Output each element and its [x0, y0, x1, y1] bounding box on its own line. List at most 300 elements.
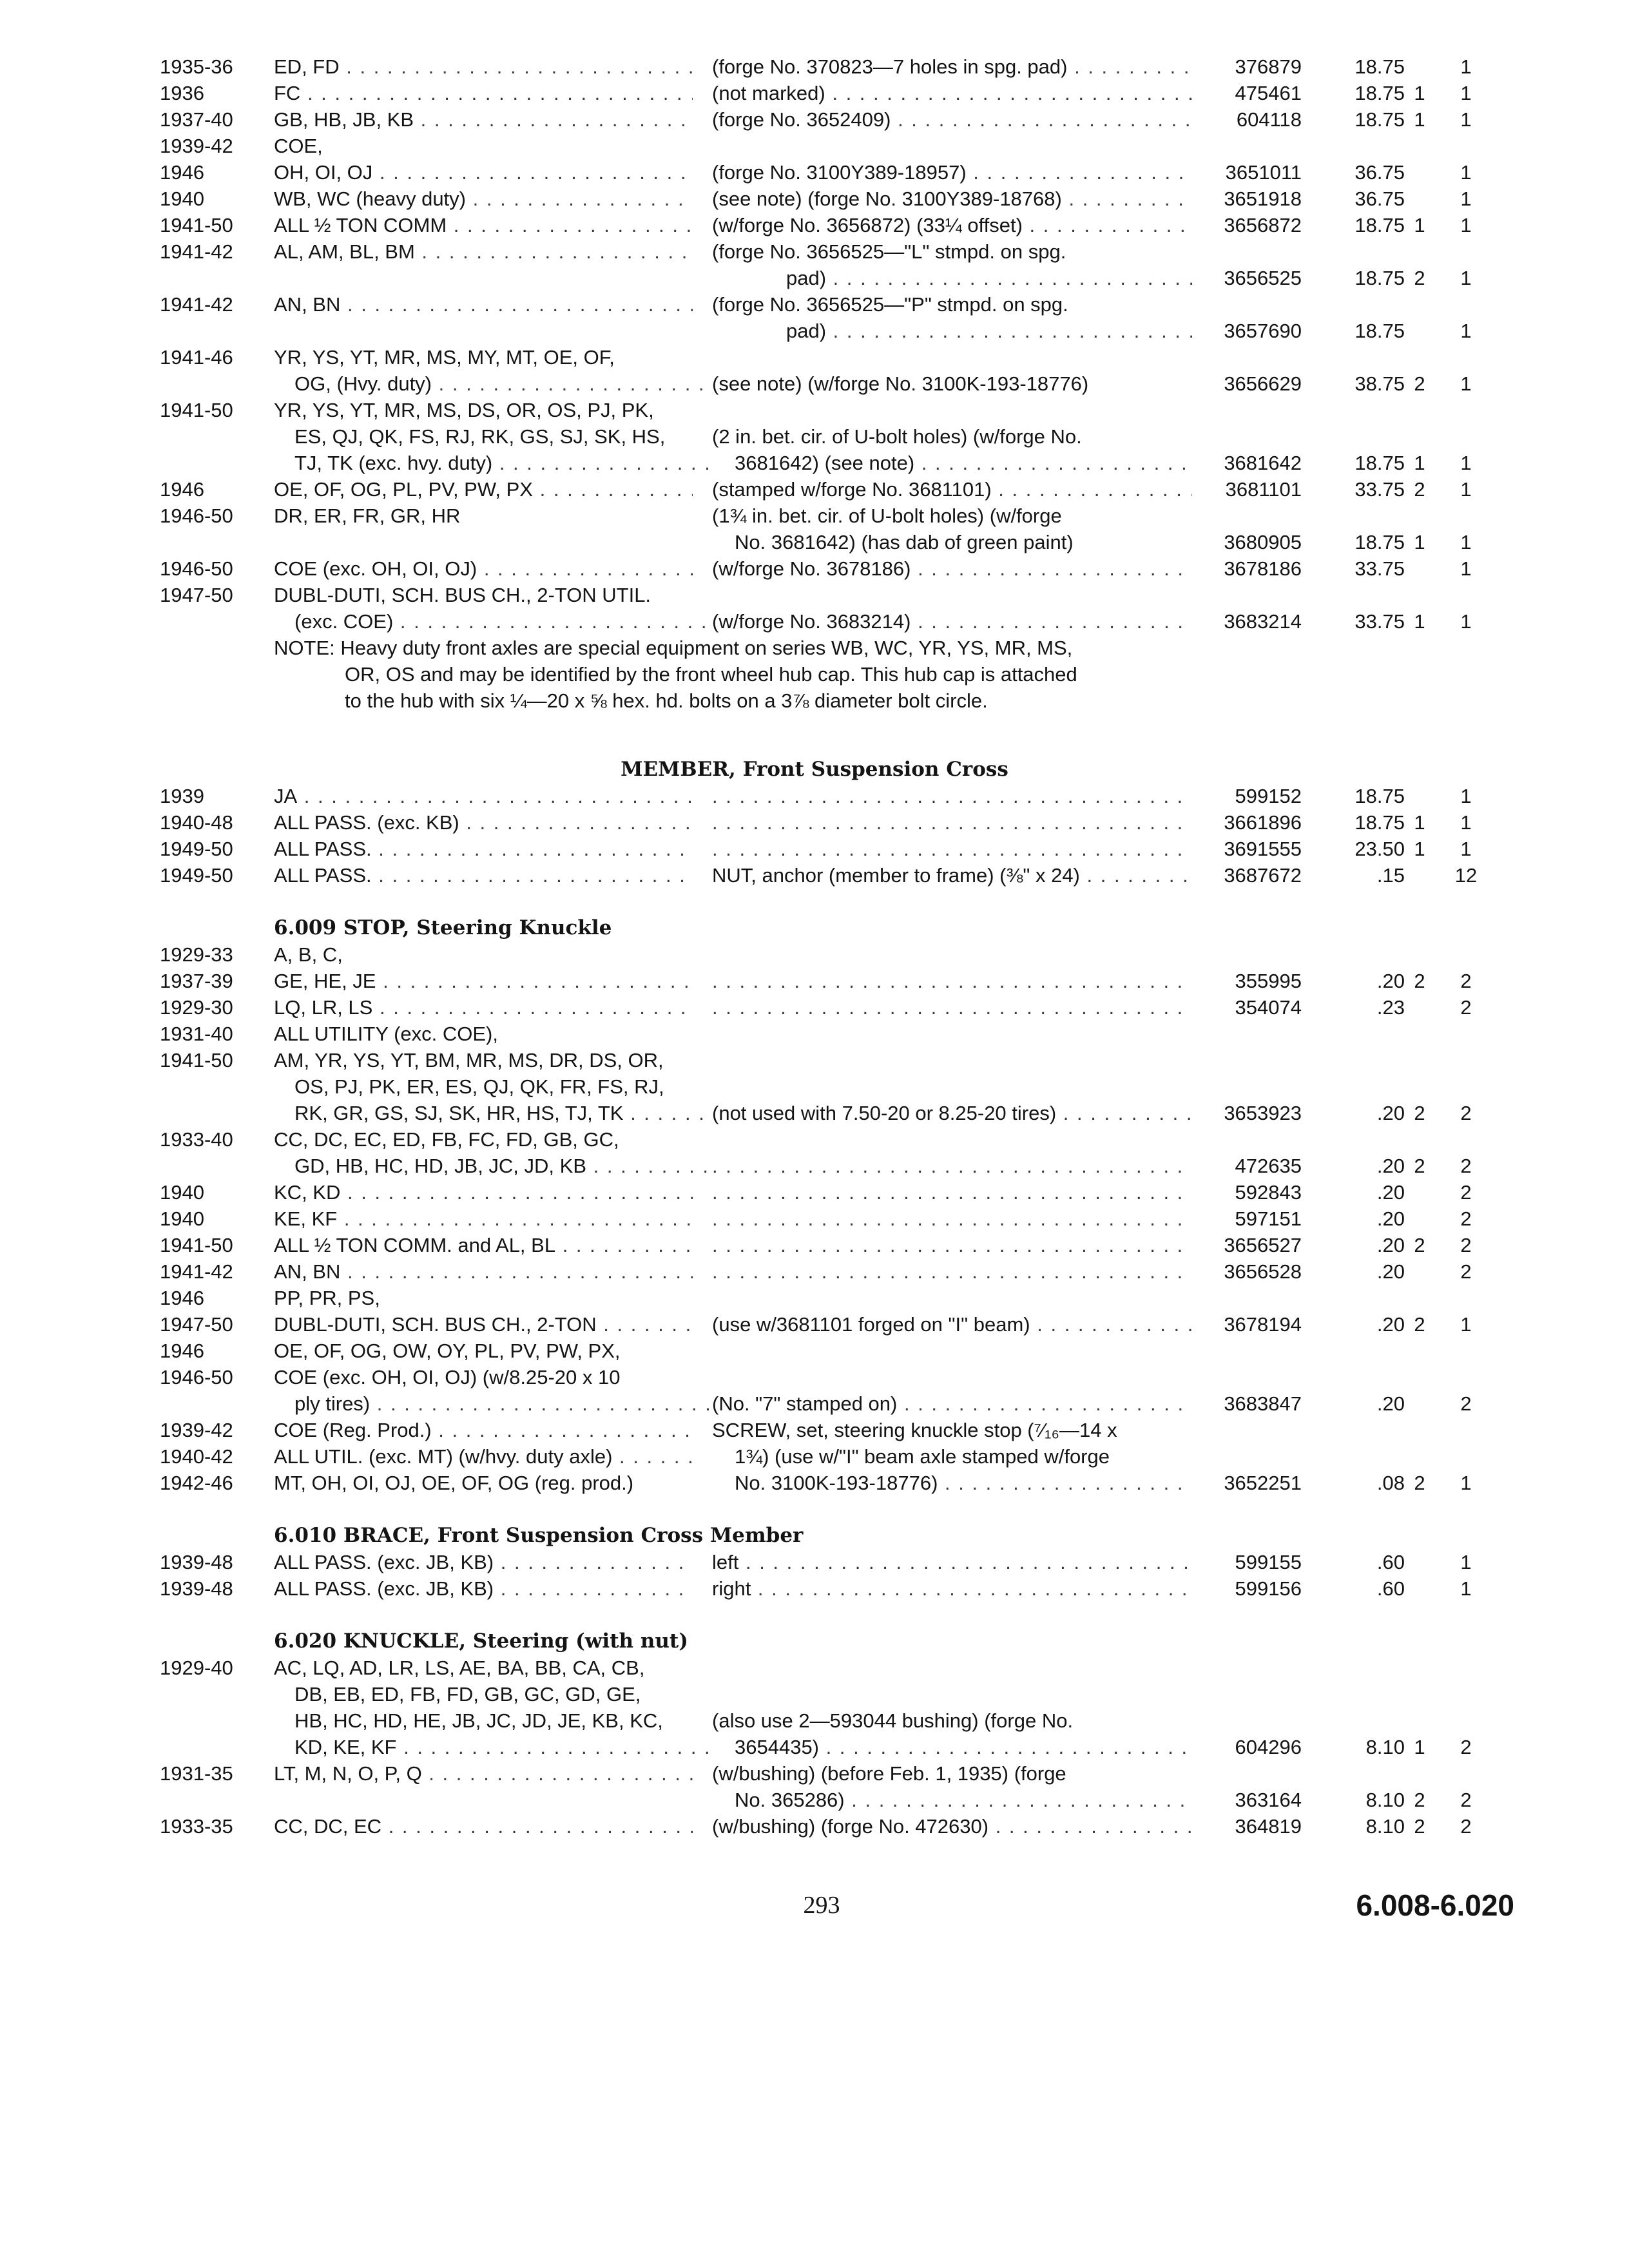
- model-cell: ES, QJ, QK, FS, RJ, RK, GS, SJ, SK, HS,: [294, 425, 666, 448]
- quantity-a-cell: 2: [1414, 970, 1425, 992]
- year-cell: 1946: [160, 1287, 204, 1309]
- quantity-b-cell: 12: [1454, 864, 1478, 887]
- year-cell: 1947-50: [160, 584, 233, 606]
- description-cell: (w/bushing) (forge No. 472630) . . .: [712, 1813, 1192, 1840]
- part-number-cell: 3661896: [1224, 811, 1302, 834]
- parts-row: [0, 238, 1629, 265]
- model-cell: RK, GR, GS, SJ, SK, HR, HS, TJ, TK . . .: [274, 1100, 713, 1126]
- description-cell: (No. "7" stamped on) . . .: [712, 1390, 1192, 1417]
- quantity-b-cell: 1: [1460, 82, 1472, 104]
- year-cell: 1933-40: [160, 1128, 233, 1151]
- price-cell: 18.75: [1354, 267, 1405, 289]
- year-cell: 1940-42: [160, 1445, 233, 1468]
- description-cell: pad) . . .: [786, 318, 1192, 344]
- parts-row: [0, 1707, 1629, 1734]
- price-cell: .20: [1376, 1392, 1405, 1415]
- quantity-a-cell: 2: [1414, 1815, 1425, 1838]
- parts-row: [0, 344, 1629, 370]
- part-number-cell: 376879: [1235, 55, 1302, 78]
- description-cell: (w/forge No. 3656872) (33¼ offset) . . .: [712, 212, 1192, 238]
- model-cell: (exc. COE) . . .: [274, 608, 713, 635]
- description-cell: (forge No. 3652409) . . .: [712, 106, 1192, 133]
- price-cell: 36.75: [1354, 161, 1405, 184]
- description-cell: No. 3681642) (has dab of green paint): [735, 531, 1074, 553]
- description-cell: (forge No. 3656525—"L" stmpd. on spg.: [712, 240, 1066, 263]
- parts-row: [0, 1206, 1629, 1232]
- description-cell: (w/bushing) (before Feb. 1, 1935) (forge: [712, 1762, 1066, 1785]
- parts-row: [0, 1047, 1629, 1073]
- model-cell: JA . . .: [274, 783, 693, 809]
- model-cell: OS, PJ, PK, ER, ES, QJ, QK, FR, FS, RJ,: [294, 1075, 664, 1098]
- quantity-b-cell: 1: [1460, 785, 1472, 807]
- model-cell: AM, YR, YS, YT, BM, MR, MS, DR, DS, OR,: [274, 1049, 664, 1072]
- price-cell: .60: [1376, 1577, 1405, 1600]
- year-cell: 1940: [160, 1181, 204, 1204]
- model-cell: DB, EB, ED, FB, FD, GB, GC, GD, GE,: [294, 1683, 641, 1706]
- model-cell: ALL PASS. (exc. KB) . . .: [274, 809, 693, 836]
- year-cell: 1941-50: [160, 214, 233, 236]
- description-cell: 1¾) (use w/"I" beam axle stamped w/forge: [735, 1445, 1110, 1468]
- part-number-cell: 3657690: [1224, 320, 1302, 342]
- parts-row: [0, 265, 1629, 291]
- quantity-b-cell: 2: [1460, 970, 1472, 992]
- quantity-a-cell: 1: [1414, 82, 1425, 104]
- price-cell: 23.50: [1354, 838, 1405, 860]
- year-cell: 1942-46: [160, 1472, 233, 1494]
- quantity-b-cell: 1: [1460, 1313, 1472, 1336]
- quantity-a-cell: 2: [1414, 478, 1425, 501]
- model-cell: YR, YS, YT, MR, MS, MY, MT, OE, OF,: [274, 346, 615, 369]
- model-cell: ALL ½ TON COMM . . .: [274, 212, 693, 238]
- parts-row: [0, 159, 1629, 186]
- parts-row: [0, 186, 1629, 212]
- description-cell: (see note) (forge No. 3100Y389-18768) . . .: [712, 186, 1192, 212]
- part-number-cell: 3680905: [1224, 531, 1302, 553]
- quantity-a-cell: 1: [1414, 610, 1425, 633]
- price-cell: .20: [1376, 1260, 1405, 1283]
- description-cell: (forge No. 3100Y389-18957) . . .: [712, 159, 1192, 186]
- description-cell: (also use 2—593044 bushing) (forge No.: [712, 1709, 1074, 1732]
- part-number-cell: 3656525: [1224, 267, 1302, 289]
- quantity-b-cell: 2: [1460, 996, 1472, 1019]
- model-cell: LQ, LR, LS . . .: [274, 994, 693, 1021]
- year-cell: 1939-48: [160, 1551, 233, 1573]
- model-cell: DUBL-DUTI, SCH. BUS CH., 2-TON UTIL.: [274, 584, 651, 606]
- model-cell: TJ, TK (exc. hvy. duty) . . .: [274, 450, 713, 476]
- price-cell: .20: [1376, 970, 1405, 992]
- part-number-cell: 3681642: [1224, 452, 1302, 474]
- parts-row: [0, 1575, 1629, 1602]
- parts-row: [0, 1232, 1629, 1258]
- parts-row: [0, 1311, 1629, 1338]
- part-number-cell: 3656527: [1224, 1234, 1302, 1256]
- quantity-a-cell: 2: [1414, 372, 1425, 395]
- stop-section-heading: 6.009 STOP, Steering Knuckle: [274, 916, 612, 939]
- quantity-b-cell: 2: [1460, 1392, 1472, 1415]
- description-cell: 3654435) . . .: [735, 1734, 1192, 1760]
- description-cell: (stamped w/forge No. 3681101) . . .: [712, 476, 1192, 503]
- quantity-b-cell: 2: [1460, 1789, 1472, 1811]
- model-cell: A, B, C,: [274, 943, 343, 966]
- quantity-a-cell: 2: [1414, 1789, 1425, 1811]
- quantity-b-cell: 2: [1460, 1815, 1472, 1838]
- part-number-cell: 3678186: [1224, 557, 1302, 580]
- part-number-cell: 3656528: [1224, 1260, 1302, 1283]
- model-cell: ALL PASS. (exc. JB, KB) . . .: [274, 1549, 693, 1575]
- model-cell: LT, M, N, O, P, Q . . .: [274, 1760, 693, 1787]
- model-cell: KC, KD . . .: [274, 1179, 693, 1206]
- quantity-a-cell: 2: [1414, 1313, 1425, 1336]
- description-cell: (1¾ in. bet. cir. of U-bolt holes) (w/forge: [712, 505, 1062, 527]
- part-number-cell: 3683214: [1224, 610, 1302, 633]
- parts-row: [0, 291, 1629, 318]
- quantity-b-cell: 1: [1460, 531, 1472, 553]
- price-cell: .20: [1376, 1313, 1405, 1336]
- model-cell: ALL PASS. . . .: [274, 836, 693, 862]
- year-cell: 1946: [160, 1340, 204, 1362]
- price-cell: 38.75: [1354, 372, 1405, 395]
- parts-row: [0, 53, 1629, 80]
- description-cell: [712, 994, 1192, 1021]
- quantity-b-cell: 1: [1460, 452, 1472, 474]
- model-cell: HB, HC, HD, HE, JB, JC, JD, JE, KB, KC,: [294, 1709, 663, 1732]
- quantity-b-cell: 1: [1460, 161, 1472, 184]
- model-cell: PP, PR, PS,: [274, 1287, 380, 1309]
- quantity-a-cell: 2: [1414, 1472, 1425, 1494]
- quantity-a-cell: 2: [1414, 267, 1425, 289]
- stop-parts-list: [0, 941, 1629, 1496]
- year-cell: 1940: [160, 187, 204, 210]
- parts-row: [0, 1734, 1629, 1760]
- model-cell: OE, OF, OG, PL, PV, PW, PX . . .: [274, 476, 693, 503]
- note-line: NOTE: Heavy duty front axles are special equipment on series WB, WC, YR, YS, MR, MS,: [274, 637, 1073, 659]
- price-cell: .20: [1376, 1234, 1405, 1256]
- quantity-b-cell: 1: [1460, 557, 1472, 580]
- part-number-cell: 599156: [1235, 1577, 1302, 1600]
- model-cell: GB, HB, JB, KB . . .: [274, 106, 693, 133]
- description-cell: No. 365286) . . .: [735, 1787, 1192, 1813]
- knuckle-parts-list: [0, 1655, 1629, 1840]
- model-cell: MT, OH, OI, OJ, OE, OF, OG (reg. prod.): [274, 1472, 634, 1494]
- model-cell: AL, AM, BL, BM . . .: [274, 238, 693, 265]
- price-cell: .60: [1376, 1551, 1405, 1573]
- parts-row: [0, 555, 1629, 582]
- year-cell: 1936: [160, 82, 204, 104]
- description-cell: [712, 1206, 1192, 1232]
- model-cell: ALL PASS. (exc. JB, KB) . . .: [274, 1575, 693, 1602]
- year-cell: 1929-40: [160, 1657, 233, 1679]
- price-cell: 18.75: [1354, 452, 1405, 474]
- part-number-cell: 363164: [1235, 1789, 1302, 1811]
- description-cell: [712, 1258, 1192, 1285]
- parts-row: [0, 503, 1629, 529]
- parts-row: [0, 529, 1629, 555]
- parts-row: [0, 1338, 1629, 1364]
- quantity-a-cell: 1: [1414, 1736, 1425, 1758]
- parts-row: [0, 1655, 1629, 1681]
- year-cell: 1929-30: [160, 996, 233, 1019]
- price-cell: .20: [1376, 1181, 1405, 1204]
- model-cell: AC, LQ, AD, LR, LS, AE, BA, BB, CA, CB,: [274, 1657, 645, 1679]
- price-cell: 18.75: [1354, 214, 1405, 236]
- price-cell: .20: [1376, 1207, 1405, 1230]
- description-cell: (see note) (w/forge No. 3100K-193-18776): [712, 372, 1089, 395]
- quantity-a-cell: 1: [1414, 531, 1425, 553]
- year-cell: 1939-48: [160, 1577, 233, 1600]
- parts-row: [0, 1549, 1629, 1575]
- parts-row: [0, 423, 1629, 450]
- model-cell: OE, OF, OG, OW, OY, PL, PV, PW, PX,: [274, 1340, 621, 1362]
- quantity-b-cell: 1: [1460, 478, 1472, 501]
- model-cell: ALL PASS. . . .: [274, 862, 693, 889]
- part-number-cell: 354074: [1235, 996, 1302, 1019]
- heavy-duty-note: [274, 635, 1189, 714]
- parts-row: [0, 133, 1629, 159]
- year-cell: 1941-50: [160, 1049, 233, 1072]
- quantity-b-cell: 2: [1460, 1234, 1472, 1256]
- model-cell: GE, HE, JE . . .: [274, 968, 693, 994]
- section-range: 6.008-6.020: [1356, 1888, 1514, 1922]
- part-number-cell: 3681101: [1225, 478, 1302, 501]
- quantity-b-cell: 1: [1460, 610, 1472, 633]
- quantity-a-cell: 1: [1414, 108, 1425, 131]
- parts-row: [0, 582, 1629, 608]
- part-number-cell: 3691555: [1224, 838, 1302, 860]
- parts-row: [0, 783, 1629, 809]
- description-cell: [712, 809, 1192, 836]
- part-number-cell: 597151: [1235, 1207, 1302, 1230]
- year-cell: 1939: [160, 785, 204, 807]
- year-cell: 1937-40: [160, 108, 233, 131]
- model-cell: KE, KF . . .: [274, 1206, 693, 1232]
- parts-row: [0, 1073, 1629, 1100]
- parts-row: [0, 1258, 1629, 1285]
- quantity-b-cell: 2: [1460, 1102, 1472, 1124]
- description-cell: [712, 1153, 1192, 1179]
- year-cell: 1940: [160, 1207, 204, 1230]
- description-cell: (forge No. 370823—7 holes in spg. pad) . . .: [712, 53, 1192, 80]
- parts-row: [0, 476, 1629, 503]
- parts-row: [0, 836, 1629, 862]
- price-cell: 33.75: [1354, 610, 1405, 633]
- parts-row: [0, 1153, 1629, 1179]
- quantity-b-cell: 1: [1460, 838, 1472, 860]
- price-cell: 8.10: [1365, 1815, 1405, 1838]
- description-cell: left . . .: [712, 1549, 1192, 1575]
- parts-row: [0, 106, 1629, 133]
- year-cell: 1941-42: [160, 1260, 233, 1283]
- parts-row: [0, 1443, 1629, 1470]
- model-cell: KD, KE, KF . . .: [274, 1734, 713, 1760]
- model-cell: WB, WC (heavy duty) . . .: [274, 186, 693, 212]
- parts-row: [0, 608, 1629, 635]
- model-cell: COE (Reg. Prod.) . . .: [274, 1417, 693, 1443]
- part-number-cell: 3653923: [1224, 1102, 1302, 1124]
- year-cell: 1933-35: [160, 1815, 233, 1838]
- axle-parts-list: [0, 53, 1629, 635]
- description-cell: right . . .: [712, 1575, 1192, 1602]
- quantity-b-cell: 1: [1460, 55, 1472, 78]
- year-cell: 1931-35: [160, 1762, 233, 1785]
- model-cell: COE (exc. OH, OI, OJ) . . .: [274, 555, 693, 582]
- quantity-b-cell: 1: [1460, 214, 1472, 236]
- quantity-b-cell: 1: [1460, 187, 1472, 210]
- year-cell: 1937-39: [160, 970, 233, 992]
- part-number-cell: 604118: [1236, 108, 1302, 131]
- quantity-b-cell: 1: [1460, 811, 1472, 834]
- part-number-cell: 3678194: [1224, 1313, 1302, 1336]
- part-number-cell: 592843: [1235, 1181, 1302, 1204]
- quantity-b-cell: 1: [1460, 108, 1472, 131]
- model-cell: DR, ER, FR, GR, HR: [274, 505, 461, 527]
- price-cell: .15: [1376, 864, 1405, 887]
- parts-row: [0, 809, 1629, 836]
- model-cell: ALL UTILITY (exc. COE),: [274, 1023, 498, 1045]
- parts-row: [0, 1285, 1629, 1311]
- quantity-b-cell: 2: [1460, 1260, 1472, 1283]
- description-cell: (w/forge No. 3678186) . . .: [712, 555, 1192, 582]
- year-cell: 1931-40: [160, 1023, 233, 1045]
- price-cell: 18.75: [1354, 811, 1405, 834]
- part-number-cell: 475461: [1235, 82, 1302, 104]
- note-line: to the hub with six ¼—20 x ⅝ hex. hd. bolts on a 3⅞ diameter bolt circle.: [345, 689, 988, 712]
- year-cell: 1941-50: [160, 399, 233, 421]
- model-cell: ED, FD . . .: [274, 53, 693, 80]
- brace-parts-list: [0, 1549, 1629, 1602]
- description-cell: [712, 1232, 1192, 1258]
- page-number: 293: [803, 1892, 840, 1919]
- parts-row: [0, 80, 1629, 106]
- parts-row: [0, 1179, 1629, 1206]
- part-number-cell: 599152: [1235, 785, 1302, 807]
- model-cell: CC, DC, EC . . .: [274, 1813, 693, 1840]
- parts-row: [0, 318, 1629, 344]
- quantity-b-cell: 1: [1460, 372, 1472, 395]
- quantity-b-cell: 1: [1460, 1472, 1472, 1494]
- quantity-a-cell: 1: [1414, 214, 1425, 236]
- parts-row: [0, 212, 1629, 238]
- description-cell: (w/forge No. 3683214) . . .: [712, 608, 1192, 635]
- quantity-a-cell: 1: [1414, 838, 1425, 860]
- model-cell: GD, HB, HC, HD, JB, JC, JD, KB . . .: [274, 1153, 713, 1179]
- price-cell: .08: [1376, 1472, 1405, 1494]
- price-cell: 18.75: [1354, 82, 1405, 104]
- quantity-b-cell: 1: [1460, 320, 1472, 342]
- parts-row: [0, 1390, 1629, 1417]
- part-number-cell: 604296: [1235, 1736, 1302, 1758]
- parts-row: [0, 1364, 1629, 1390]
- description-cell: NUT, anchor (member to frame) (⅜" x 24) . . .: [712, 862, 1192, 889]
- model-cell: COE (exc. OH, OI, OJ) (w/8.25-20 x 10: [274, 1366, 621, 1389]
- year-cell: 1946-50: [160, 557, 233, 580]
- member-section-heading: MEMBER, Front Suspension Cross: [621, 758, 1008, 781]
- part-number-cell: 364819: [1235, 1815, 1302, 1838]
- quantity-a-cell: 2: [1414, 1102, 1425, 1124]
- model-cell: OH, OI, OJ . . .: [274, 159, 693, 186]
- description-cell: No. 3100K-193-18776) . . .: [735, 1470, 1192, 1496]
- part-number-cell: 3683847: [1224, 1392, 1302, 1415]
- year-cell: 1949-50: [160, 864, 233, 887]
- part-number-cell: 355995: [1235, 970, 1302, 992]
- parts-row: [0, 450, 1629, 476]
- description-cell: SCREW, set, steering knuckle stop (⁷⁄₁₆—14 x: [712, 1419, 1117, 1441]
- quantity-b-cell: 2: [1460, 1155, 1472, 1177]
- parts-row: [0, 1021, 1629, 1047]
- quantity-b-cell: 1: [1460, 1551, 1472, 1573]
- description-cell: [712, 783, 1192, 809]
- model-cell: ALL ½ TON COMM. and AL, BL . . .: [274, 1232, 693, 1258]
- description-cell: [712, 968, 1192, 994]
- price-cell: 18.75: [1354, 108, 1405, 131]
- model-cell: YR, YS, YT, MR, MS, DS, OR, OS, PJ, PK,: [274, 399, 654, 421]
- price-cell: 36.75: [1354, 187, 1405, 210]
- quantity-b-cell: 2: [1460, 1736, 1472, 1758]
- description-cell: [712, 836, 1192, 862]
- price-cell: .20: [1376, 1102, 1405, 1124]
- part-number-cell: 3651918: [1224, 187, 1302, 210]
- description-cell: (not marked) . . .: [712, 80, 1192, 106]
- quantity-a-cell: 1: [1414, 452, 1425, 474]
- model-cell: CC, DC, EC, ED, FB, FC, FD, GB, GC,: [274, 1128, 619, 1151]
- model-cell: OG, (Hvy. duty) . . .: [274, 370, 713, 397]
- year-cell: 1941-42: [160, 240, 233, 263]
- member-parts-list: [0, 783, 1629, 889]
- brace-section-heading: 6.010 BRACE, Front Suspension Cross Member: [274, 1524, 804, 1547]
- parts-row: [0, 1470, 1629, 1496]
- parts-row: [0, 370, 1629, 397]
- description-cell: (2 in. bet. cir. of U-bolt holes) (w/forge No.: [712, 425, 1082, 448]
- model-cell: AN, BN . . .: [274, 1258, 693, 1285]
- price-cell: 33.75: [1354, 557, 1405, 580]
- year-cell: 1947-50: [160, 1313, 233, 1336]
- price-cell: 18.75: [1354, 785, 1405, 807]
- quantity-b-cell: 2: [1460, 1207, 1472, 1230]
- year-cell: 1946-50: [160, 505, 233, 527]
- parts-row: [0, 1417, 1629, 1443]
- price-cell: 18.75: [1354, 531, 1405, 553]
- year-cell: 1949-50: [160, 838, 233, 860]
- part-number-cell: 472635: [1235, 1155, 1302, 1177]
- year-cell: 1935-36: [160, 55, 233, 78]
- parts-row: [0, 1100, 1629, 1126]
- part-number-cell: 3687672: [1224, 864, 1302, 887]
- parts-row: [0, 1760, 1629, 1787]
- model-cell: COE,: [274, 135, 323, 157]
- description-cell: (forge No. 3656525—"P" stmpd. on spg.: [712, 293, 1068, 316]
- year-cell: 1941-42: [160, 293, 233, 316]
- parts-row: [0, 1681, 1629, 1707]
- part-number-cell: 3651011: [1225, 161, 1302, 184]
- model-cell: DUBL-DUTI, SCH. BUS CH., 2-TON . . .: [274, 1311, 693, 1338]
- year-cell: 1946-50: [160, 1366, 233, 1389]
- year-cell: 1929-33: [160, 943, 233, 966]
- parts-row: [0, 397, 1629, 423]
- part-number-cell: 3656872: [1224, 214, 1302, 236]
- part-number-cell: 599155: [1235, 1551, 1302, 1573]
- year-cell: 1941-50: [160, 1234, 233, 1256]
- quantity-a-cell: 2: [1414, 1234, 1425, 1256]
- parts-row: [0, 968, 1629, 994]
- model-cell: FC . . .: [274, 80, 693, 106]
- price-cell: .23: [1376, 996, 1405, 1019]
- price-cell: 33.75: [1354, 478, 1405, 501]
- parts-row: [0, 1126, 1629, 1153]
- part-number-cell: 3656629: [1224, 372, 1302, 395]
- parts-row: [0, 862, 1629, 889]
- quantity-b-cell: 1: [1460, 267, 1472, 289]
- part-number-cell: 3652251: [1224, 1472, 1302, 1494]
- year-cell: 1946: [160, 161, 204, 184]
